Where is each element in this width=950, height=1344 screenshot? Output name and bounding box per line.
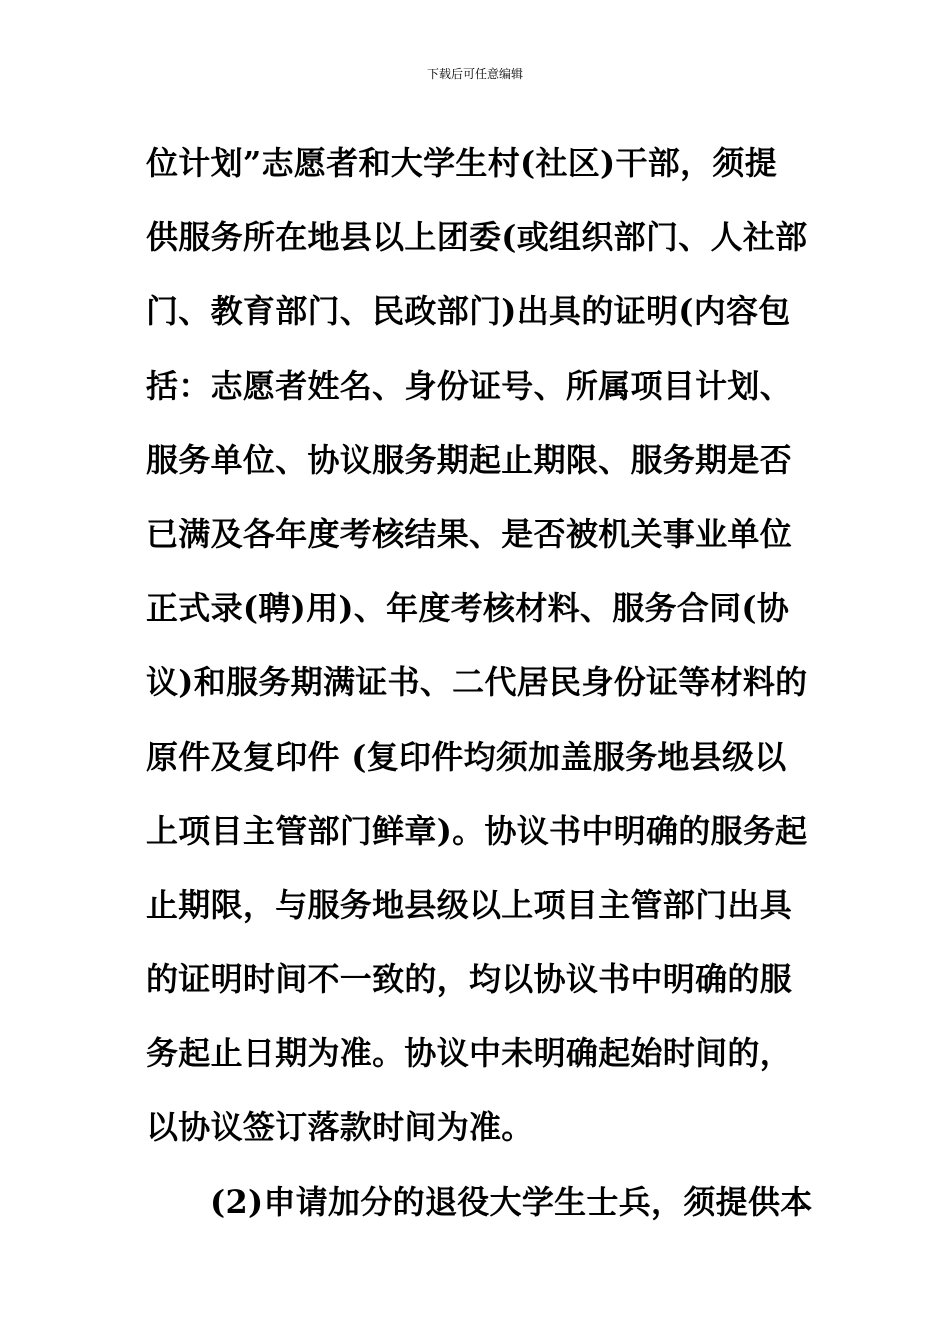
- body-text: [146, 126, 813, 1239]
- text-line: 正式录(聘)用)、年度考核材料、服务合同(协: [146, 589, 790, 628]
- text-line: 务起止日期为准。协议中未明确起始时间的，: [146, 1034, 793, 1073]
- text-line: 位计划”志愿者和大学生村(社区)干部，须提: [146, 144, 777, 182]
- text-line: 议)和服务期满证书、二代居民身份证等材料的: [146, 663, 808, 702]
- text-line-paragraph-start: (2)申请加分的退役大学生士兵，须提供本: [210, 1182, 813, 1221]
- text-line: 原件及复印件 (复印件均须加盖服务地县级以: [146, 737, 787, 776]
- text-line: 以协议签订落款时间为准。: [146, 1108, 534, 1147]
- page-header: 下载后可任意编辑: [426, 67, 523, 81]
- text-line: 已满及各年度考核结果、是否被机关事业单位: [146, 514, 793, 553]
- text-line: 止期限，与服务地县级以上项目主管部门出具: [146, 885, 793, 924]
- text-line: 的证明时间不一致的，均以协议书中明确的服: [146, 960, 793, 999]
- text-line: 供服务所在地县以上团委(或组织部门、人社部: [146, 218, 808, 257]
- text-line: 上项目主管部门鲜章)。协议书中明确的服务起: [146, 811, 808, 850]
- text-line: 服务单位、协议服务期起止期限、服务期是否: [146, 440, 793, 479]
- text-line: 门、教育部门、民政部门)出具的证明(内容包: [146, 292, 791, 331]
- text-line: 括：志愿者姓名、身份证号、所属项目计划、: [146, 366, 793, 405]
